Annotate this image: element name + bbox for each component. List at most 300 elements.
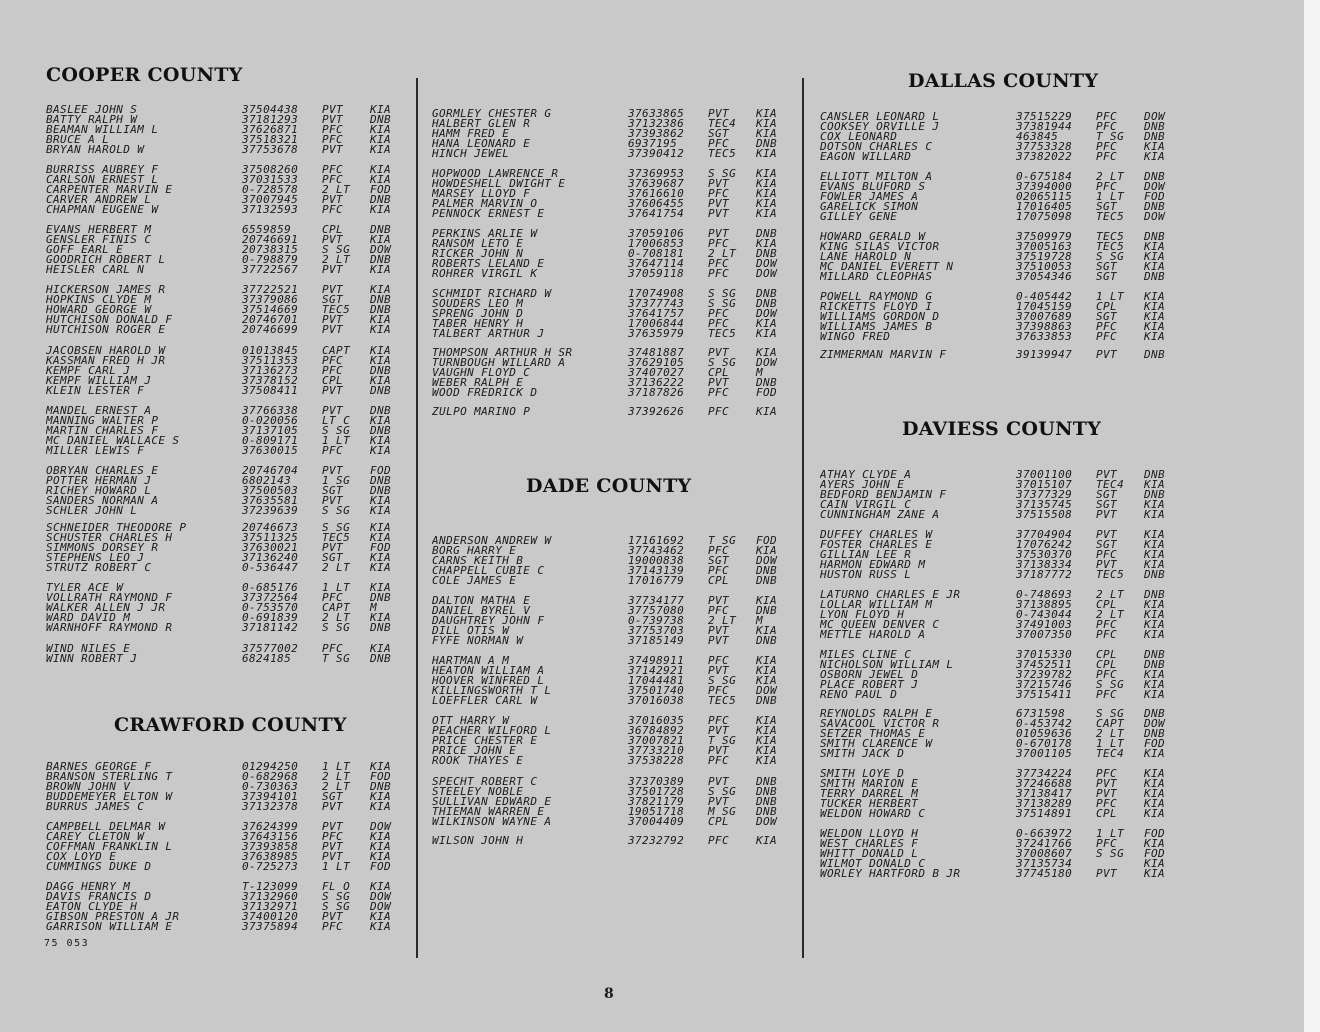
soldier-name: BUDDEMEYER ELTON W (46, 791, 173, 802)
rank: PFC (322, 172, 344, 186)
soldier-name: WELDON LLOYD H (820, 829, 919, 839)
serial-number: 37743462 (628, 543, 685, 557)
status: DOW (370, 820, 392, 833)
soldier-name: BRANSON STERLING T (46, 771, 173, 782)
soldier-name: PLACE ROBERT J (820, 679, 919, 690)
status: KIA (370, 232, 392, 246)
serial-number: 37639687 (628, 176, 685, 190)
soldier-name: OTT HARRY W (432, 716, 510, 726)
status: KIA (370, 909, 392, 923)
serial-number: 37059118 (628, 266, 685, 280)
county-heading: DAVIESS COUNTY (902, 418, 1102, 440)
soldier-name: STRUTZ ROBERT C (46, 562, 152, 573)
soldier-name: KING SILAS VICTOR (820, 241, 940, 252)
soldier-name: WALKER ALLEN J JR (46, 602, 166, 613)
rank: PVT (322, 820, 344, 833)
roster-row (432, 375, 796, 389)
roster-row (432, 306, 796, 320)
rank: SGT (1096, 269, 1118, 283)
roster-row (820, 769, 1184, 779)
roster-row (820, 607, 1184, 621)
rank: CPL (1096, 806, 1118, 820)
soldier-name: BURRUS JAMES C (46, 801, 145, 812)
roster-row (820, 199, 1184, 213)
serial-number: 37734177 (628, 594, 685, 607)
status: DNB (1144, 648, 1166, 661)
soldier-name: COOKSEY ORVILLE J (820, 121, 940, 132)
soldier-name: OSBORN JEWEL D (820, 669, 919, 680)
status: KIA (1144, 557, 1166, 571)
soldier-name: ELLIOTT MILTON A (820, 172, 933, 182)
footer-code: 75 053 (44, 938, 90, 949)
roster-row (820, 149, 1184, 163)
roster-row (432, 206, 796, 220)
rank: TEC5 (1096, 239, 1125, 253)
status: M (756, 613, 764, 627)
roster-row (46, 105, 410, 115)
soldier-name: HINCH JEWEL (432, 148, 510, 159)
status: KIA (1144, 507, 1166, 521)
serial-number: 20746673 (242, 521, 299, 534)
roster-row (46, 769, 410, 783)
soldier-name: GIBSON PRESTON A JR (46, 911, 180, 922)
soldier-name: BORG HARRY E (432, 545, 517, 556)
serial-number: 37246688 (1016, 776, 1073, 790)
soldier-name: GENSLER FINIS C (46, 234, 152, 245)
status: KIA (370, 353, 392, 367)
serial-number: 0-453742 (1016, 716, 1073, 730)
serial-number: 0-663972 (1016, 827, 1073, 840)
roster-row (820, 232, 1184, 242)
soldier-name: MILLARD CLEOPHAS (820, 271, 933, 282)
rank: S SG (322, 521, 351, 534)
status: DNB (370, 363, 392, 377)
status: KIA (756, 107, 778, 120)
serial-number: 37638985 (242, 849, 299, 863)
roster-row (46, 530, 410, 544)
soldier-name: BEAMAN WILLIAM L (46, 124, 159, 135)
serial-number: 37626871 (242, 122, 299, 136)
rank: PVT (708, 346, 730, 359)
serial-number: 0-675184 (1016, 170, 1073, 183)
rank: PVT (708, 375, 730, 389)
soldier-name: VAUGHN FLOYD C (432, 367, 531, 378)
serial-number: 37753678 (242, 142, 299, 156)
status: KIA (1144, 259, 1166, 273)
status: KIA (756, 326, 778, 340)
status: KIA (756, 176, 778, 190)
roster-row (46, 252, 410, 266)
serial-number: 37142921 (628, 663, 685, 677)
rank: 2 LT (1096, 607, 1125, 621)
status: KIA (1144, 528, 1166, 541)
roster-row (820, 259, 1184, 273)
roster-row (432, 536, 796, 546)
rank: T SG (708, 534, 737, 547)
roster-group (820, 590, 1184, 639)
serial-number: 37398863 (1016, 319, 1073, 333)
status: KIA (370, 789, 392, 803)
roster-row (432, 743, 796, 757)
roster-row (46, 644, 410, 654)
roster-row (820, 557, 1184, 571)
serial-number: 37745180 (1016, 866, 1073, 880)
rank: PFC (708, 236, 730, 250)
roster-row (46, 849, 410, 863)
status: DNB (756, 804, 778, 818)
rank: CPL (1096, 657, 1118, 671)
roster-group (46, 105, 410, 154)
serial-number: 37633853 (1016, 329, 1073, 343)
rank: 1 LT (1096, 827, 1125, 840)
serial-number: 37138289 (1016, 796, 1073, 810)
soldier-name: CARVER ANDREW L (46, 194, 152, 205)
roster-row (820, 309, 1184, 323)
roster-row (46, 232, 410, 246)
soldier-name: CAREY CLETON W (46, 831, 145, 842)
soldier-name: THIEMAN WARREN E (432, 806, 545, 817)
status: KIA (370, 849, 392, 863)
serial-number: 0-691839 (242, 610, 299, 624)
serial-number: 37641757 (628, 306, 685, 320)
roster-row (432, 169, 796, 179)
serial-number: 37377329 (1016, 487, 1073, 501)
rank: PFC (708, 316, 730, 330)
serial-number: 02065115 (1016, 189, 1073, 203)
roster-row (432, 146, 796, 160)
roster-row (820, 667, 1184, 681)
soldier-name: LYON FLOYD H (820, 609, 905, 620)
soldier-name: MC DANIEL EVERETT N (820, 261, 954, 272)
rank: TEC5 (1096, 209, 1125, 223)
soldier-name: DAUGHTREY JOHN F (432, 615, 545, 626)
soldier-name: JACOBSEN HAROLD W (46, 346, 166, 356)
roster-row (46, 363, 410, 377)
rank: S SG (322, 889, 351, 903)
soldier-name: BATTY RALPH W (46, 114, 138, 125)
roster-row (820, 657, 1184, 671)
rank: TEC4 (708, 116, 737, 130)
county-heading: DADE COUNTY (526, 475, 692, 497)
roster-row (432, 573, 796, 587)
soldier-name: LANE HAROLD N (820, 251, 912, 262)
status: DNB (756, 296, 778, 310)
rank: 2 LT (322, 560, 351, 574)
status: KIA (1144, 866, 1166, 880)
status: KIA (370, 503, 392, 517)
status: KIA (370, 493, 392, 507)
soldier-name: WELDON HOWARD C (820, 808, 926, 819)
status: KIA (370, 839, 392, 853)
serial-number: 37059106 (628, 227, 685, 240)
serial-number: T-123099 (242, 880, 299, 893)
roster-row (432, 348, 796, 358)
roster-row (820, 687, 1184, 701)
soldier-name: EVANS BLUFORD S (820, 181, 926, 192)
serial-number: 37132593 (242, 202, 299, 216)
rank: 2 LT (1096, 170, 1125, 183)
status: KIA (1144, 746, 1166, 760)
roster-row (820, 709, 1184, 719)
soldier-name: HAMM FRED E (432, 128, 510, 139)
roster-group (432, 289, 796, 338)
roster-row (432, 246, 796, 260)
serial-number: 37766338 (242, 404, 299, 417)
rank: S SG (708, 355, 737, 369)
roster-row (46, 172, 410, 186)
roster-group (432, 229, 796, 278)
rank: TEC5 (1096, 230, 1125, 243)
soldier-name: SANDERS NORMAN A (46, 495, 159, 506)
status: KIA (756, 654, 778, 667)
roster-row (432, 355, 796, 369)
serial-number: 37500503 (242, 483, 299, 497)
rank: PFC (708, 136, 730, 150)
roster-row (820, 179, 1184, 193)
rank: 2 LT (322, 769, 351, 783)
status: KIA (756, 673, 778, 687)
status: DNB (370, 292, 392, 306)
roster-row (820, 627, 1184, 641)
serial-number: 37392626 (628, 405, 685, 418)
rank: PFC (1096, 796, 1118, 810)
roster-row (46, 132, 410, 146)
roster-group (820, 172, 1184, 221)
rank: PFC (322, 202, 344, 216)
status: KIA (756, 743, 778, 757)
roster-row (46, 909, 410, 923)
serial-number: 37372564 (242, 590, 299, 604)
status: KIA (1144, 329, 1166, 343)
serial-number: 37508260 (242, 163, 299, 176)
serial-number: 37390412 (628, 146, 685, 160)
roster-group (820, 350, 1184, 360)
rank: S SG (708, 296, 737, 310)
rank: PVT (1096, 866, 1118, 880)
status: DNB (1144, 707, 1166, 720)
status: M (756, 365, 764, 379)
rank: PFC (708, 654, 730, 667)
column-rule-2 (802, 78, 804, 958)
serial-number: 0-682968 (242, 769, 299, 783)
roster-row (820, 856, 1184, 870)
serial-number: 0-753570 (242, 600, 299, 614)
rank: PFC (1096, 179, 1118, 193)
roster-row (432, 365, 796, 379)
serial-number: 37515229 (1016, 110, 1073, 123)
serial-number: 37511325 (242, 530, 299, 544)
serial-number: 17016405 (1016, 199, 1073, 213)
serial-number: 37239639 (242, 503, 299, 517)
soldier-name: SIMMONS DORSEY R (46, 542, 159, 553)
soldier-name: AYERS JOHN E (820, 479, 905, 490)
serial-number: 37138417 (1016, 786, 1073, 800)
roster-row (820, 172, 1184, 182)
status: DOW (756, 266, 778, 280)
serial-number: 37138895 (1016, 597, 1073, 611)
roster-row (820, 477, 1184, 491)
status: KIA (1144, 497, 1166, 511)
roster-row (432, 633, 796, 647)
soldier-name: SPRENG JOHN D (432, 308, 524, 319)
roster-row (820, 537, 1184, 551)
status: KIA (370, 521, 392, 534)
roster-group (432, 836, 796, 846)
roster-row (46, 651, 410, 665)
soldier-name: HUSTON RUSS L (820, 569, 912, 580)
rank: PFC (1096, 627, 1118, 641)
status: KIA (756, 196, 778, 210)
rank: PVT (322, 312, 344, 326)
soldier-name: MANNING WALTER P (46, 415, 159, 426)
status: DNB (1144, 487, 1166, 501)
status: DNB (370, 423, 392, 437)
soldier-name: SAVACOOL VICTOR R (820, 718, 940, 729)
status: KIA (1144, 547, 1166, 561)
roster-row (432, 723, 796, 737)
serial-number: 37538228 (628, 753, 685, 767)
roster-row (46, 620, 410, 634)
rank: S SG (708, 673, 737, 687)
roster-row (432, 656, 796, 666)
rank: 2 LT (322, 779, 351, 793)
roster-group (46, 346, 410, 395)
rank: PVT (1096, 776, 1118, 790)
rank: PFC (1096, 119, 1118, 133)
rank: CPL (1096, 597, 1118, 611)
rank: TEC5 (322, 302, 351, 316)
serial-number: 37370389 (628, 775, 685, 788)
rank: PFC (322, 443, 344, 457)
rank: PVT (322, 112, 344, 126)
status: DNB (756, 573, 778, 587)
status: KIA (1144, 796, 1166, 810)
rank: CAPT (1096, 716, 1125, 730)
rank: PVT (708, 227, 730, 240)
soldier-name: PENNOCK ERNEST E (432, 208, 545, 219)
status: KIA (1144, 776, 1166, 790)
status: FOD (370, 769, 392, 783)
rank: CPL (708, 814, 730, 828)
serial-number: 37518321 (242, 132, 299, 146)
roster-row (820, 139, 1184, 153)
status: DNB (370, 473, 392, 487)
status: DOW (370, 242, 392, 256)
serial-number: 37630015 (242, 443, 299, 457)
rank: S SG (322, 620, 351, 634)
rank: SGT (322, 550, 344, 564)
status: FOD (370, 859, 392, 873)
roster-row (820, 617, 1184, 631)
soldier-name: TERRY DARREL M (820, 788, 919, 799)
rank: PFC (1096, 836, 1118, 850)
rank: CPL (322, 223, 344, 236)
roster-row (46, 600, 410, 614)
roster-row (432, 623, 796, 637)
roster-row (46, 262, 410, 276)
soldier-name: FYFE NORMAN W (432, 635, 524, 646)
serial-number: 37382022 (1016, 149, 1073, 163)
serial-number: 37007821 (628, 733, 685, 747)
soldier-name: BROWN JOHN V (46, 781, 131, 792)
roster-row (46, 413, 410, 427)
serial-number: 37381944 (1016, 119, 1073, 133)
soldier-name: GOODRICH ROBERT L (46, 254, 166, 265)
roster-group (820, 650, 1184, 699)
soldier-name: LOLLAR WILLIAM M (820, 599, 933, 610)
soldier-name: WHITT DONALD L (820, 848, 919, 859)
roster-row (820, 350, 1184, 360)
serial-number: 37515411 (1016, 687, 1073, 701)
rank: 1 LT (322, 581, 351, 594)
roster-row (46, 112, 410, 126)
rank: SGT (1096, 487, 1118, 501)
roster-row (432, 229, 796, 239)
soldier-name: DALTON MATHA E (432, 596, 531, 606)
status: DOW (370, 899, 392, 913)
roster-row (432, 196, 796, 210)
soldier-name: FOSTER CHARLES E (820, 539, 933, 550)
roster-row (820, 776, 1184, 790)
rank: PFC (1096, 547, 1118, 561)
soldier-name: CARPENTER MARVIN E (46, 184, 173, 195)
rank: PFC (708, 186, 730, 200)
soldier-name: PRICE JOHN E (432, 745, 517, 756)
soldier-name: HALBERT GLEN R (432, 118, 531, 129)
rank: 1 LT (322, 433, 351, 447)
serial-number: 0-685176 (242, 581, 299, 594)
rank: 2 LT (322, 182, 351, 196)
status: FOD (1144, 846, 1166, 860)
soldier-name: ROHRER VIRGIL K (432, 268, 538, 279)
status: KIA (1144, 806, 1166, 820)
rank: FL O (322, 880, 351, 893)
page-number: 8 (604, 986, 614, 1002)
rank: S SG (322, 503, 351, 517)
soldier-name: ANDERSON ANDREW W (432, 536, 552, 546)
roster-row (820, 507, 1184, 521)
status: DNB (1144, 657, 1166, 671)
soldier-name: HOWDESHELL DWIGHT E (432, 178, 566, 189)
soldier-name: NICHOLSON WILLIAM L (820, 659, 954, 670)
soldier-name: DILL OTIS W (432, 625, 510, 636)
rank: TEC5 (708, 146, 737, 160)
serial-number: 37643156 (242, 829, 299, 843)
serial-number: 37132971 (242, 899, 299, 913)
soldier-name: CUMMINGS DUKE D (46, 861, 152, 872)
roster-row (820, 547, 1184, 561)
roster-group (46, 583, 410, 632)
roster-group (46, 762, 410, 811)
serial-number: 37187826 (628, 385, 685, 399)
serial-number: 463845 (1016, 129, 1059, 143)
soldier-name: BASLEE JOHN S (46, 105, 138, 115)
status: KIA (1144, 597, 1166, 611)
soldier-name: SCHLER JOHN L (46, 505, 138, 516)
status: KIA (1144, 677, 1166, 691)
roster-row (820, 677, 1184, 691)
soldier-name: LOEFFLER CARL W (432, 695, 538, 706)
serial-number: 0-536447 (242, 560, 299, 574)
roster-row (820, 299, 1184, 313)
soldier-name: SMITH JACK D (820, 748, 905, 759)
soldier-name: CUNNINGHAM ZANE A (820, 509, 940, 520)
county-heading: CRAWFORD COUNTY (114, 714, 347, 736)
soldier-name: CHAPMAN EUGENE W (46, 204, 159, 215)
rank: PFC (708, 306, 730, 320)
soldier-name: TUCKER HERBERT (820, 798, 919, 809)
status: KIA (756, 146, 778, 160)
